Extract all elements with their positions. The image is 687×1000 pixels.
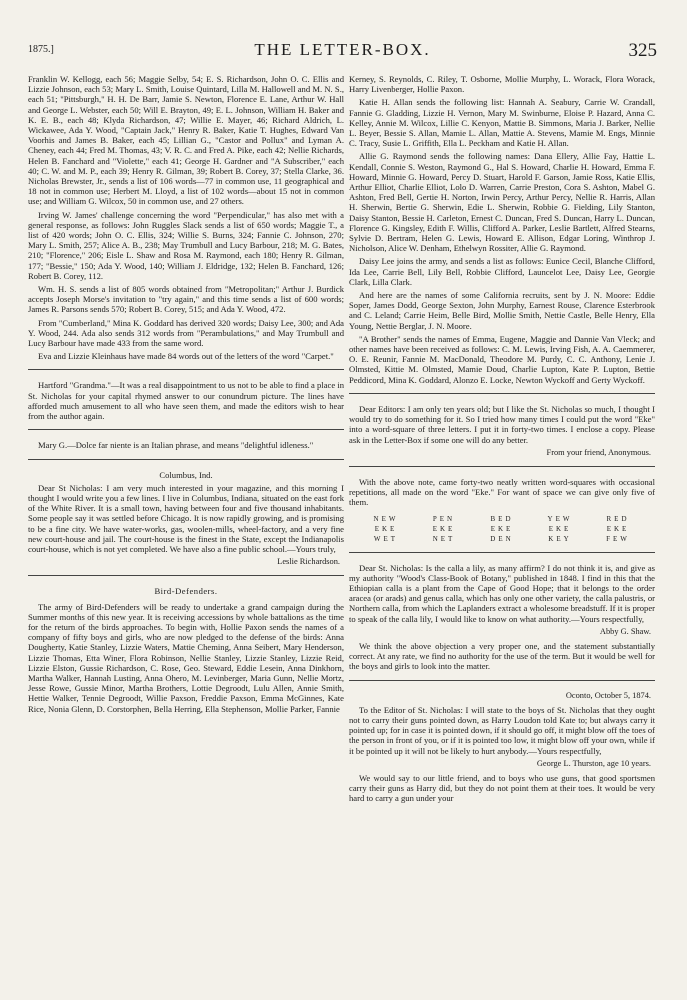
oconto-place: Oconto, October 5, 1874. <box>565 690 651 700</box>
section-divider <box>349 393 655 394</box>
daisy-lee-list: Daisy Lee joins the army, and sends a list as follows: Eunice Cecil, Blanche Clifford, Ida Lee, Carrie Bell, Lily Bell, Robbie Clifford, Launcelot Lee, Daisy Lee, Georgie Clark, Lilla Clark. <box>349 256 655 287</box>
square-row: EKE <box>432 524 456 533</box>
square-row: PEN <box>432 514 456 523</box>
word-square <box>357 514 415 544</box>
page-header <box>28 40 657 62</box>
california-recruits-list: And here are the names of some California recruits, sent by J. N. Moore: Eddie Soper, James Dodd, George Sexton, John Murphy, Earnest Rouse, Clarence Esterbrook and C. Leland; Carrie Heim, Belle Bird, Mollie Smith, Nettie Castle, Belle Henry, Ella Young, Nettie Berglar, J. N. Moore. <box>349 290 655 331</box>
section-divider <box>28 429 344 430</box>
calla-reply: We think the above objection a very proper one, and the statement substantially correct. At any rate, we find no authority for the use of the term. But it would be well for the boys and girls to look into the matter. <box>349 640 655 672</box>
section-divider <box>28 459 344 460</box>
bird-defenders-paragraph: The army of Bird-Defenders will be ready to undertake a grand campaign during the Summer months of this new year. It is receiving accessions by whole battalions as the time for the return of the birds approaches. To begin with, Hollie Paxon sends the names of a company of fifty boys and girls, who are now pledged to the defense of the birds: Anna Dougherty, Katie Stanley, Lizzie Waters, Mattie Cheming, Anna Seibert, Mary Henderson, Lizzie Thomas, Etta Winer, Flora Robinson, Nellie Stanley, Lizzie Stanley, Lizzie Reid, Lizzie Elston, Gussie Richardson, C. Rose, Geo. Steward, Eddie Lesein, Anna Dinkhorn, Martha Walker, Hannah Lusting, Anna Ohero, M. Levinberger, Maria Gunn, Nellie Mortz, Jesse Rowe, Gussie Minor, Martha Brothers, Lottie Degroodt, Lulu Allen, Annie Smith, Hettie Walker, Tennie Degroodt, Willie Paxson, Freddie Paxson, Emma McGinnes, Kate Rice, Nonia Glenn, D. Corstorphen, Bella Herring, Ella Stephenson, Mollie Parker, Fannie <box>28 601 344 714</box>
square-row: YEW <box>547 514 573 523</box>
carpet-paragraph: Eva and Lizzie Kleinhaus have made 84 words out of the letters of the word "Carpet." <box>38 351 334 362</box>
word-squares <box>357 514 647 544</box>
square-row: WET <box>373 534 399 543</box>
word-square <box>589 514 647 544</box>
square-row: KEY <box>548 534 572 543</box>
section-divider <box>349 552 655 553</box>
a-brother-list: "A Brother" sends the names of Emma, Eugene, Maggie and Dannie Van Vleck; and other names have been received as follows: C. M. Lewis, Irving Fish, A. A. Caemmerer, O. E. Reunir, Fannie M. MacDonald, Theodore M. Purdy, C. C. Anthony, Lenie J. Olmsted, Kittie M. Olmsted, Mamie Doud, Charlie Lupton, Kate P. Lupton, Bettie Peddicord, Mina K. Goddard, Alonzo E. Locke, Newton Wyckoff and Gerty Wyckoff. <box>349 333 655 385</box>
cumberland-paragraph: From "Cumberland," Mina K. Goddard has derived 320 words; Daisy Lee, 300; and Ada Y. Wood, 244. Ada also sends 312 words from "Perambulations," and May Trumbull and Lucy Barbour have made 433 from the same word. <box>28 317 344 349</box>
letter-place: Columbus, Ind. <box>159 469 213 480</box>
section-divider <box>28 369 344 370</box>
word-square <box>415 514 473 544</box>
columbus-letter: Dear St Nicholas: I am very much interested in your magazine, and this morning I thought I would write you a few lines. I live in Columbus, Indiana, situated on the east fork of the White River. It is a small town, having between four and five thousand inhabitants. Some people say it was settled before Chicago. It is now rapidly growing, and is promising to be a fine city. We have water-works, gas, woolen-mills, wheel-factory, and a very fine new court-house and jail. The court-house is the finest in the State, except the Indianapolis court-house, which is not yet completed. We have also a fine public school.—Yours truly, <box>28 482 344 554</box>
letter-signature: Leslie Richardson. <box>277 557 340 567</box>
square-row: BED <box>490 514 514 523</box>
bird-list-continued: Kerney, S. Reynolds, C. Riley, T. Osborne, Mollie Murphy, L. Worack, Flora Worack, Harry Livenberger, Hollie Paxon. <box>349 74 655 95</box>
square-row: EKE <box>548 524 572 533</box>
mary-g-note: Mary G.—Dolce far niente is an Italian phrase, and means "delightful idleness." <box>38 440 314 451</box>
section-divider <box>349 466 655 467</box>
eke-note: With the above note, came forty-two neatly written word-squares with occasional repetitions, all made on the word "Eke." For want of space we can give only five of them. <box>349 476 655 508</box>
square-row: RED <box>606 514 630 523</box>
square-row: EKE <box>606 524 630 533</box>
square-row: EKE <box>374 524 398 533</box>
calla-lily-letter: Dear St. Nicholas: Is the calla a lily, as many affirm? I do not think it is, and give as my authority "Wood's Class-Book of Botany," published in 1848. I find in this that the Ethiopian calla is a plant from the Cape of Good Hope; that it belongs to the order aracea (or arads) and genus calla, which has only one other variety, the calla palustris, or Northern calla, from which the Laplanders extract a wholesome breadstuff. If it is proper to speak of the calla lily, I would like to know on what authority.—Yours respectfully, <box>349 562 655 624</box>
gun-advice-paragraph: We would say to our little friend, and to boys who use guns, that good sportsmen carry their guns as Harry did, but they do not point them at their toes. It would be very hard to carry a gun under your <box>349 772 655 804</box>
square-row: NEW <box>373 514 399 523</box>
running-title: THE LETTER-BOX. <box>254 40 431 59</box>
page-number: 325 <box>628 40 657 61</box>
oconto-letter: To the Editor of St. Nicholas: I will state to the boys of St. Nicholas that they ought not to carry their guns pointed down, as Harry Loudon told Kate to; but always carry it pointed up; for in case it is pointed down, if it should go off, it might blow off the toes of the person in front of you, or if it is pointed too low, it might blow off your own, while if it be pointed up it will not be likely to hurt anybody.—Yours respectfully, <box>349 704 655 756</box>
oconto-signature: George L. Thurston, age 10 years. <box>536 758 651 768</box>
section-divider <box>28 575 344 576</box>
hartford-grandma-note: Hartford "Grandma."—It was a real disappointment to us not to be able to find a place in St. Nicholas for your capital rhymed answer to our conundrum picture. The lines have afforded much amusement to all who have seen them, and made the editors wish to hear from the author again. <box>28 380 344 422</box>
bird-defenders-heading: Bird-Defenders. <box>154 586 218 597</box>
left-column <box>28 74 344 717</box>
right-column <box>349 74 655 807</box>
eke-letter: Dear Editors: I am only ten years old; but I like the St. Nicholas so much, I thought I would try to do something for it. So I tried how many times I could put the word "Eke" into a word-square of three letters. I put it in forty-two times. I enclose a copy. Please ask in the Letter-Box if some one will do any better. <box>349 403 655 445</box>
word-square <box>473 514 531 544</box>
metropolitan-paragraph: Wm. H. S. sends a list of 805 words obtained from "Metropolitan;" Arthur J. Burdick accepts Joseph Morse's invitation to "try again," and this time sends a list of 600 words; James R. Parsons sends 570; Robert B. Corey, 515; and Ada Y. Wood, 472. <box>28 284 344 315</box>
square-row: NET <box>432 534 456 543</box>
katie-allan-list: Katie H. Allan sends the following list: Hannah A. Seabury, Carrie W. Crandall, Fannie G. Gladding, Lizzie H. Vernon, Mary M. Swinburne, Eloise P. Hazard, Anna C. Kelley, Annie M. Wilcox, Lillie C. Kenyon, Mattie B. Simmons, Maria J. Barker, Nellie L. Beyer, Bessie S. Allan, Mamie L. Allan, Mattie A. Stevens, Mamie M. Engs, Minnie C. Tracy, Susie L. Griffith, Ella L. Peckham and Katie H. Allan. <box>349 97 655 149</box>
calla-signature: Abby G. Shaw. <box>599 626 651 636</box>
word-list-paragraph: Franklin W. Kellogg, each 56; Maggie Selby, 54; E. S. Richardson, John O. C. Ellis and Lizzie Johnson, each 53; Mary L. Smith, Louise Quintard, Lilla M. Hallowell and M. N. S., each 51; "Pittsburgh," H. H. De Barr, Jamie S. Newton, Florence E. Lane, Arthur W. Hall and George L. Webster, each 50; Will E. Brayton, 49; E. L. Johnson, William H. Baker and K. E. B., each 48; Klyda Richardson, 47; Willie E. Mayer, 46; Richard Aldrich, L. Wickawee, Ada Y. Wood, "Captain Jack," Henry R. Baker, Katie T. Hughes, Edward Van Voorhis and James B. Baker, each 45; Lillian G., "Castor and Pollux" and Lyman A. Cheney, each 44; Fred M. Thomas, 43; V. R. C. and Fred A. Pike, each 42; Nellie Richards, Helen B. Fanchard and "Violette," each 41; George H. Gardner and "A Subscriber," each 40; C. W. and M. P., each 39; Henry R. Gilman, 39; Robert B. Corey, 37; Stella Clarke, 36. Nicholas Brewster, Jr., sends a list of 106 words—77 in common use, 11 geographical and 18 not in common use; Herbert M. Lloyd, a list of 102 words—about 15 not in common use; and William G. Wilcox, 50 in common use, and 27 others. <box>28 74 344 207</box>
perpendicular-paragraph: Irving W. James' challenge concerning the word "Perpendicular," has also met with a general response, as follows: John Ruggles Slack sends a list of 650 words; Maggie T., a list of 420 words; John O. C. Ellis, 324; Willie S. Burns, 324; Fannie C. Johnson, 270; Mary L. Smith, 257; Alice A. B., 238; May Trumbull and Lucy Barbour, 218; M. G. Bates, 210; "Florence," 206; Eisle L. Shaw and Rosa M. Raymond, each 180; Henry R. Gilman, 177; "Bessie," 150; Ada Y. Wood, 140; William J. Eldridge, 132; Helen B. Fanchard, 126; Robert B. Corey, 112. <box>28 209 344 281</box>
section-divider <box>349 680 655 681</box>
word-square <box>531 514 589 544</box>
square-row: DEN <box>490 534 514 543</box>
square-row: EKE <box>490 524 514 533</box>
page-year: 1875.] <box>28 44 54 55</box>
allie-raymond-list: Allie G. Raymond sends the following names: Dana Ellery, Allie Fay, Hattie L. Kendall, Connie S. Weston, Raymond G., Hal S. Howard, Charlie H. Howard, Emma F. Howard, Minnie G. Howard, Percy D. Stuart, Harold F. Garson, Jamie Ross, Katie Ellis, Arthur Elliot, Charlie Elliot, Lolo D. Warren, Carrie Preston, Cora S. Ashton, Mabel G. Ashton, Fred Bell, Gertie H. Norton, Irwin Percy, Arthur Percy, Nellie R. Harris, Allan H. Sherwin, Bertie G. Sherwin, Edie L. Sherwin, Robbie G. Fielding, Lily Stanton, Daisy Stanton, Bessie H. Carleton, Ernest C. Duncan, Fred S. Duncan, Harry L. Duncan, Florence G. Kingsley, Edith F. Willis, Clifford A. Parker, Leslie Bartlett, Alfred Stearns, Sylvie D. Bertram, Helen G. Lewis, Howard E. Allison, Edgar Loring, Winthrop J. Nicholson, Alice W. Denham, Ethelwyn Rossiter, Allie G. Raymond. <box>349 151 655 254</box>
eke-signature: From your friend, Anonymous. <box>546 447 651 457</box>
square-row: FEW <box>606 534 630 543</box>
